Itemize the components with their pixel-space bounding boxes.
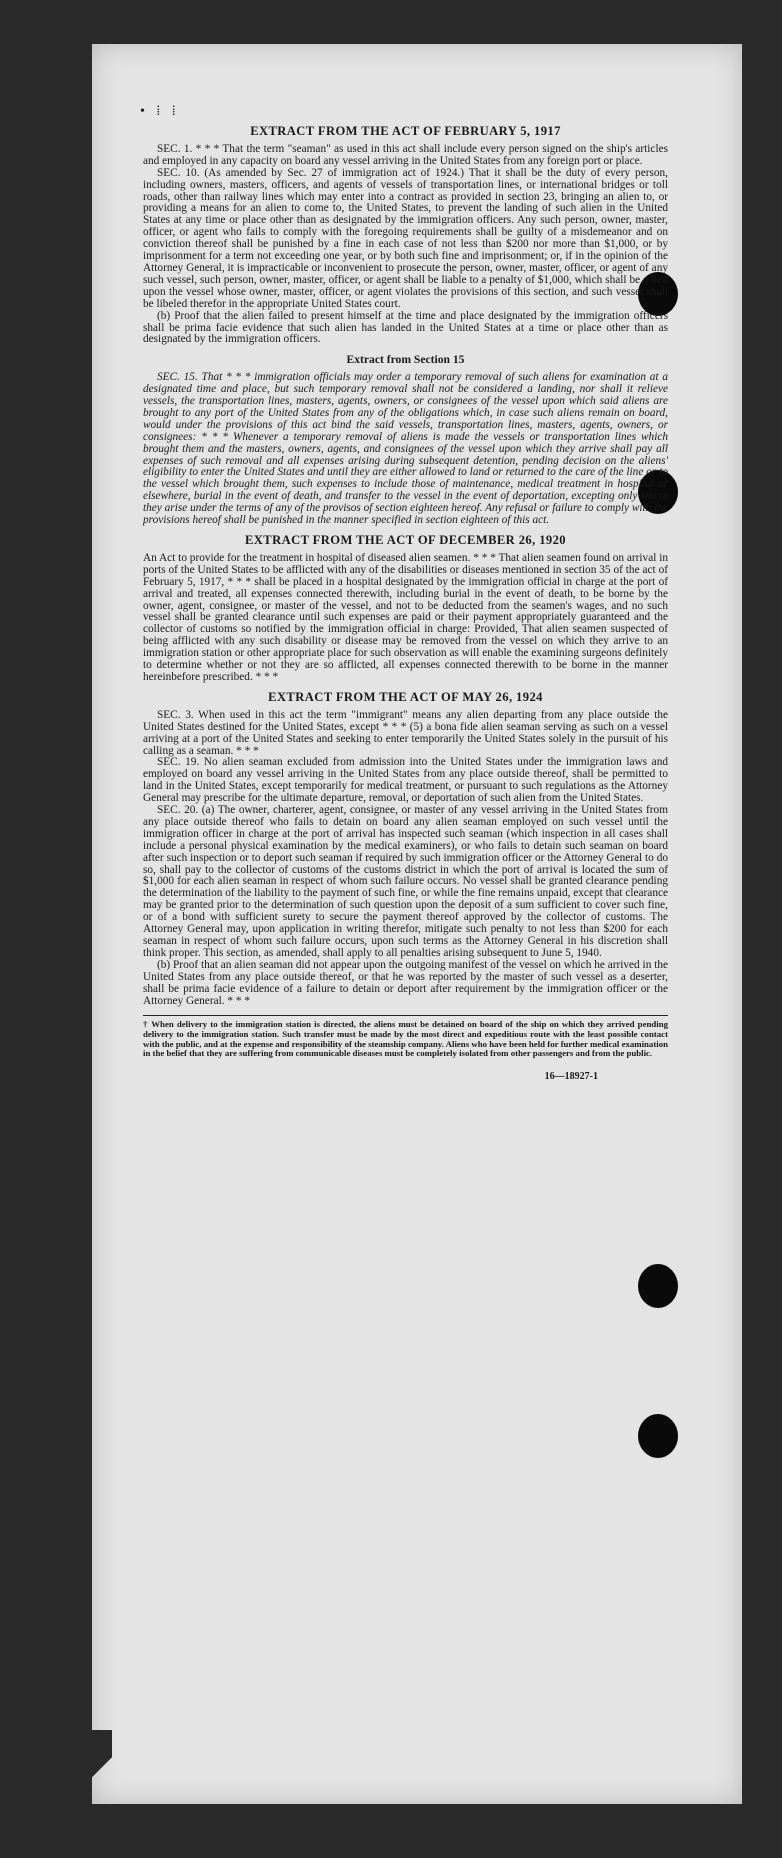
paragraph: SEC. 20. (a) The owner, charterer, agent, consignee, or master of any vessel arriving in the United States from any place outside thereof who fails to detain on board any alien seaman employed on such vessel until the immigration officer in charge at the port of arrival has inspected such seaman (which inspection in all cases shall include a personal physical examination by the medical examiners), or who fails to detain such seaman on board after such inspection or to deport such seaman if required by such immigration officer or the Attorney General to do so, shall pay to the collector of customs of the customs district in which the port of arrival is located the sum of $1,000 for each alien seaman in respect of whom such failure occurs. No vessel shall be granted clearance pending the determination of the liability to the payment of such fine, or while the fine remains unpaid, except that clearance may be granted prior to the determination of such question upon the deposit of a sum sufficient to cover such fine, or of a bond with sufficient surety to secure the payment thereof approved by the collector of customs. The Attorney General may, upon application in writing therefor, mitigate such penalty to not less than $200 for each seaman in respect of whom such failure occurs, upon such terms as the Attorney General in his discretion shall think proper. This section, as amended, shall apply to all penalties arising subsequent to June 5, 1940.: [143, 804, 668, 959]
footnote: † When delivery to the immigration station is directed, the aliens must be detained on board of the ship on which they arrived pending delivery to the immigration station. Such transfer must be made by the most direct and expeditious route with the least possible contact with the public, and at the expense and responsibility of the steamship company. Aliens who have been held for further medical examination in the belief that they are suffering from communicable diseases must be completely isolated from other passengers and from the public.: [143, 1019, 668, 1059]
section-15-extract: [143, 354, 668, 527]
section-act-1917: [143, 126, 668, 346]
section-subheading: Extract from Section 15: [346, 353, 465, 367]
document-body: [143, 122, 668, 1083]
paragraph: SEC. 1. * * * That the term "seaman" as used in this act shall include every person signed on the ship's articles and employed in any capacity on board any vessel arriving in the United States from any foreign port or place.: [143, 142, 668, 167]
section-heading: EXTRACT FROM THE ACT OF MAY 26, 1924: [268, 689, 543, 704]
page-fold: [92, 1730, 112, 1804]
form-number: 16—18927-1: [544, 1070, 598, 1082]
divider: [143, 1015, 668, 1016]
section-act-1924: [143, 689, 668, 1008]
paragraph: SEC. 15. That * * * immigration officials may order a temporary removal of such aliens for examination at a designated time and place, but such temporary removal shall not be considered a landing, nor shall it relieve vessels, the transportation lines, masters, agents, owners, or consignees of the vessel upon which said aliens are brought to any port of the United States from any of the obligations which, in case such aliens remain on board, would under the provisions of this act bind the said vessels, transportation lines, masters, agents, owners, or consignees: * * * Whenever a temporary removal of aliens is made the vessels or transportation lines which brought them and the masters, owners, agents, and consignees of the vessel upon which they arrive shall pay all expenses of such removal and all expenses arising during subsequent detention, pending decision on the aliens' eligibility to enter the United States and until they are either allowed to land or returned to the care of the line or to the vessel which brought them, such expenses to include those of maintenance, medical treatment in hospital or elsewhere, burial in the event of death, and transfer to the vessel in the event of deportation, excepting only where they arise under the terms of any of the provisos of section eighteen hereof. Any refusal or failure to comply with the provisions hereof shall be punished in the manner specified in section eighteen of this act.: [143, 371, 668, 527]
section-heading: EXTRACT FROM THE ACT OF DECEMBER 26, 1920: [244, 533, 567, 547]
punch-hole: [638, 1264, 678, 1308]
section-act-1920: [143, 535, 668, 684]
paragraph: SEC. 3. When used in this act the term "immigrant" means any alien departing from any place outside the United States destined for the United States, except * * * (5) a bona fide alien seaman serving as such on a vessel arriving at a port of the United States and seeking to enter temporarily the United States solely in the pursuit of his calling as a seaman. * * *: [143, 708, 668, 757]
section-heading: EXTRACT FROM THE ACT OF FEBRUARY 5, 1917: [250, 124, 561, 138]
paragraph: (b) Proof that an alien seaman did not appear upon the outgoing manifest of the vessel on which he arrived in the United States from any place outside thereof, or that he was reported by the master of such vessel as a deserter, shall be prima facie evidence of a failure to detain or deport after requirement by the immigration officer or the Attorney General. * * *: [143, 958, 668, 1007]
paragraph: SEC. 10. (As amended by Sec. 27 of immigration act of 1924.) That it shall be the duty of every person, including owners, masters, officers, and agents of vessels of transportation lines, or international bridges or toll roads, other than railway lines which may enter into a contract as provided in section 23, bringing an alien to, or providing a means for an alien to come to, the United States, to prevent the landing of such alien in the United States at any time or place other than as designated by the immigration officers. Any such person, owner, master, officer, or agent who fails to comply with the foregoing requirements shall be guilty of a misdemeanor and on conviction thereof shall be punished by a fine in each case of not less than $200 nor more than $1,000, or by imprisonment for a term not exceeding one year, or by both such fine and imprisonment; or, if in the opinion of the Attorney General, it is impracticable or inconvenient to prosecute the person, owner, master, officer, or agent of any such vessel, such person, owner, master, officer, or agent shall be liable to a penalty of $1,000, which shall be a lien upon the vessel whose owner, master, officer, or agent violates the provisions of this section, and such vessel shall be libeled therefor in the appropriate United States court.: [143, 166, 668, 310]
handwritten-marks: • ⁞ ⁞: [140, 104, 180, 119]
paragraph: (b) Proof that the alien failed to present himself at the time and place designated by the immigration officers shall be prima facie evidence that such alien has landed in the United States at a time or place other than as designated by the immigration officers.: [143, 309, 668, 346]
punch-hole: [638, 1414, 678, 1458]
paragraph: SEC. 19. No alien seaman excluded from admission into the United States under the immigration laws and employed on board any vessel arriving in the United States from any place outside thereof, shall be permitted to land in the United States, except temporarily for medical treatment, or pursuant to such regulations as the Attorney General may prescribe for the ultimate departure, removal, or deportation of such alien from the United States.: [143, 756, 668, 805]
paragraph: An Act to provide for the treatment in hospital of diseased alien seamen. * * * That alien seamen found on arrival in ports of the United States to be afflicted with any of the disabilities or diseases mentioned in section 35 of the act of February 5, 1917, * * * shall be placed in a hospital designated by the immigration official in charge at the port of arrival and treated, all expenses connected therewith, including burial in the event of death, to be borne by the owner, agent, consignee, or master of the vessel, and not to be deducted from the seamen's wages, and no such vessel shall be granted clearance until such expenses are paid or their payment appropriately guaranteed and the collector of customs so notified by the immigration official in charge: Provided, That alien seamen suspected of being afflicted with any such disability or disease may be removed from the vessel on which they arrive to an immigration station or other appropriate place for such observation as will enable the examining surgeons definitely to determine whether or not they are so afflicted, all expenses connected therewith to be borne in the manner hereinbefore prescribed. * * *: [143, 551, 668, 683]
